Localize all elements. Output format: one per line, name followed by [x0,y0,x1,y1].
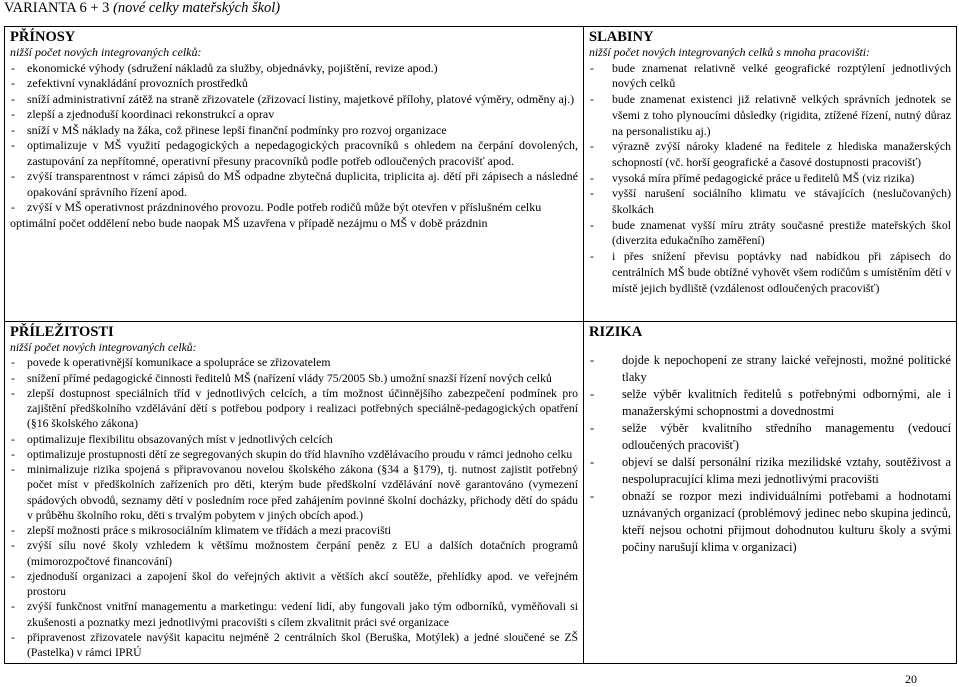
list-item: - snížení přímé pedagogické činnosti ředitelů MŠ (nařízení vlády 75/2005 Sb.) umožní snazší řízení nových celků [10,371,578,386]
threats-cell [584,322,957,664]
weaknesses-list [589,61,951,297]
list-item: - zjednoduší organizaci a zapojení škol do veřejných aktivit a větších akcí soutěže, přehlídky apod. ve veřejném prostoru [10,569,578,600]
list-item: - zvýší v MŠ operativnost prázdninového provozu. Podle potřeb rodičů může být otevřen v příslušném celku [10,200,578,216]
list-item: - zvýší transparentnost v rámci zápisů do MŠ odpadne zbytečná duplicita, triplicita aj. dětí při zápisech a následné opakování správního řízení apod. [10,169,578,200]
page-number: 20 [905,672,917,686]
title-main: VARIANTA 6 + 3 [4,0,110,16]
list-item: - vysoká míra přímé pedagogické práce u ředitelů MŠ (viz rizika) [589,171,951,187]
list-item: - objeví se další personální rizika mezilidské vztahy, soutěživost a nespolupracující klima mezi jednotlivými pracovišti [589,454,951,488]
list-item: - sníží administrativní zátěž na straně zřizovatele (zřizovací listiny, majetkové přílohy, platové výměry, odměny aj.) [10,92,578,108]
weaknesses-subheading: nižší počet nových integrovaných celků s mnoha pracovišti: [589,45,870,59]
threats-heading: RIZIKA [589,324,643,340]
list-item: - zefektivní vynakládání provozních prostředků [10,76,578,92]
strengths-cell [5,27,584,322]
list-item: - selže výběr kvalitních ředitelů s potřebnými odbornými, ale i manažerskými schopnostmi a dovednostmi [589,386,951,420]
list-item: - připravenost zřizovatele navýšit kapacitu nejméně 2 centrálních škol (Beruška, Motýlek) a jedné sloučené se ZŠ (Pastelka) v rámci IPRÚ [10,630,578,661]
list-item: - zvýší sílu nové školy vzhledem k většímu možnostem čerpání peněz z EU a dalších dotačních programů (mimorozpočtové financování) [10,538,578,569]
weaknesses-heading: SLABINY [589,29,654,45]
strengths-heading: PŘÍNOSY [10,29,76,45]
list-item: - optimalizuje prostupnosti dětí ze segregovaných skupin do tříd hlavního vzdělávacího proudu v rámci jednoho celku [10,447,578,462]
opportunities-subheading: nižší počet nových integrovaných celků: [10,341,197,354]
list-item: - i přes snížení převisu poptávky nad nabídkou při zápisech do centrálních MŠ bude obtížné vyhovět všem rodičům s umístěním dětí v místě jejich bydliště (vzdálenost odloučených pracovišť) [589,249,951,296]
list-item: - sníží v MŠ náklady na žáka, což přinese lepší finanční podmínky pro rozvoj organizace [10,123,578,139]
title-note: (nové celky mateřských škol) [113,0,281,16]
opportunities-list [10,355,578,660]
list-item: - optimalizuje v MŠ využití pedagogických a nepedagogických pracovníků s ohledem na čerpání dovolených, zastupování za nepřítomné, operativní přesuny pracovníků podle potřeb odloučených pracovišť apod. [10,138,578,169]
list-item: - zlepší a zjednoduší koordinaci rekonstrukcí a oprav [10,107,578,123]
threats-list [589,352,951,556]
list-item: - selže výběr kvalitního středního managementu (vedoucí odloučených pracovišť) [589,420,951,454]
list-item: - zvýší funkčnost vnitřní managementu a marketingu: vedení lidí, aby fungovali jako tým odborníků, vyměňovali si zkušenosti a poznatky mezi jednotlivými pracovišti s cílem zkvalitnit práci své organizace [10,599,578,630]
strengths-continuation: optimální počet oddělení nebo bude naopak MŠ uzavřena v případě nezájmu o MŠ v době prázdnin [10,215,488,230]
list-item: - povede k operativnější komunikace a spolupráce se zřizovatelem [10,355,578,370]
list-item: - bude znamenat relativně velké geografické rozptýlení jednotlivých nových celků [589,61,951,92]
list-item: - ekonomické výhody (sdružení nákladů za služby, objednávky, pojištění, revize apod.) [10,61,578,77]
list-item: - bude znamenat vyšší míru ztráty současné prestiže mateřských škol (diverzita edukačního zaměření) [589,218,951,249]
list-item: - obnaží se rozpor mezi individuálními potřebami a hodnotami uznávaných organizací (problémový jedinec nebo skupina jedinců, kteří nejsou ochotni přijmout dohodnutou kulturu školy a svými počiny narušují klima v organizaci) [589,488,951,556]
list-item: - výrazně zvýší nároky kladené na ředitele z hlediska manažerských schopností (vč. horší geografické a časové dostupnosti pracovišť) [589,139,951,170]
list-item: - minimalizuje rizika spojená s připravovanou novelou školského zákona (§34 a §179), tj. nutnost zajistit potřebný počet míst v předškolních zařízeních pro děti, kterým bude předškolní vzdělávání nově garantováno (vymezení spádových obvodů, seznamy dětí v posledním roce před zahájením povinné školní docházky, přichody dětí do spádu v průběhu školního roku, děti s trvalým pobytem v jiných obcích apod.) [10,462,578,523]
swot-table [4,26,957,664]
strengths-list [10,61,578,216]
list-item: - bude znamenat existenci již relativně velkých správních jednotek se všemi z toho plynoucími důsledky (rigidita, ztížené řízení, nutný důraz na personalistiku aj.) [589,92,951,139]
list-item: - zlepší dostupnost speciálních tříd v jednotlivých celcích, a tím možnost účinnějšího zabezpečení podmínek pro zajištění předškolního vzdělávání dětí s potřebou podpory i realizaci potřebných speciálně-pedagogických opatření (§16 školského zákona) [10,386,578,432]
list-item: - dojde k nepochopení ze strany laické veřejnosti, možné politické tlaky [589,352,951,386]
list-item: - optimalizuje flexibilitu obsazovaných míst v jednotlivých celcích [10,432,578,447]
strengths-subheading: nižší počet nových integrovaných celků: [10,45,202,59]
opportunities-cell [5,322,584,664]
opportunities-heading: PŘÍLEŽITOSTI [10,324,114,340]
weaknesses-cell [584,27,957,322]
page-title [4,0,280,17]
list-item: - vyšší narušení sociálního klimatu ve stávajících (neslučovaných) školkách [589,186,951,217]
list-item: - zlepší možnosti práce s mikrosociálním klimatem ve třídách a mezi pracovišti [10,523,578,538]
